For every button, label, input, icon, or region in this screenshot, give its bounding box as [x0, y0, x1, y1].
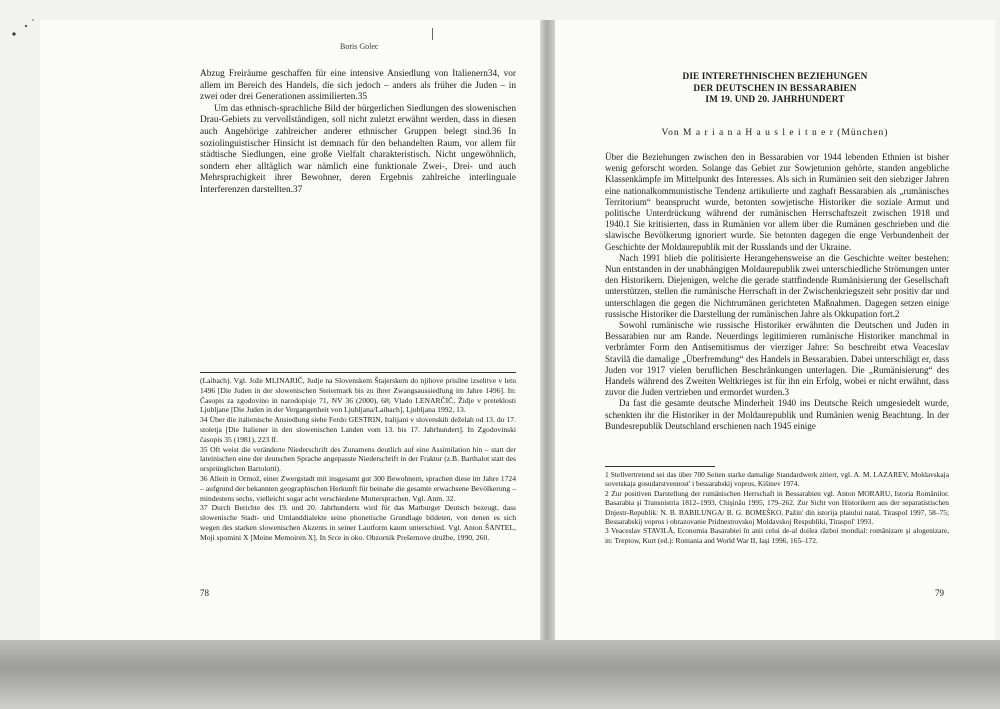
page-number: 79	[935, 588, 944, 598]
right-footnotes	[605, 470, 949, 545]
footnote-rule	[200, 372, 516, 373]
body-paragraph: Da fast die gesamte deutsche Minderheit 1940 ins Deutsche Reich umgesiedelt wurde, schenkten ihr die Historiker in der Moldaurepublik und Rumänien wenig Beachtung. In der Bundesrepublik Deutschland erschienen nach 1945 einige	[605, 398, 949, 431]
body-paragraph: Nach 1991 blieb die politisierte Herangehensweise an die Geschichte weiter bestehen: Nun entstanden in der unabhängigen Moldaurepublik zwei unterschiedliche Strömungen unter den Historikern. Diejenigen, welche die gerade stattfindende Rumänisierung der Gesellschaft unterstützen, stellen die rumänische Herrschaft in der Zwischenkriegszeit sehr positiv dar und unterschlagen die gegen die Nichtrumänen gerichteten Maßnahmen. Dagegen setzen einige russische Historiker die Darstellung der rumänischen Jahre als Okkupation fort.2	[605, 252, 949, 319]
body-paragraph: Sowohl rumänische wie russische Historiker erwähnten die Deutschen und Juden in Bessarabien nur am Rande. Neuerdings legitimieren rumänische Historiker manchmal in verbrämter Form den Antisemitismus der vierziger Jahre: So beschreibt etwa Veaceslav Stavilă die damalige „Überfremdung“ des Handels in Bessarabien. Dabei unterschlägt er, dass Juden vor 1917 vielen beruflichen Beschränkungen unterlagen. Die „Rumänisierung“ des Handels während des Zweiten Weltkrieges ist für ihn ein Erfolg, wobei er nicht erwähnt, dass zuvor die Juden vertrieben und ermordet wurden.3	[605, 320, 949, 398]
footnote: (Laibach). Vgl. Jože MLINARIČ, Judje na Slovenskem Štajerskem do njihove prisilne izselitve v letu 1496 [Die Juden in der slowenischen Steiermark bis zu ihrer Zwangsaussiedlung im Jahre 1496]. In: Časopis za zgodovino in narodopisje 71, NV 36 (2000), 68; Vlado LENARČIČ, Židje v preteklosti Ljubljane [Die Juden in der Vergangenheit von Ljubljana/Laibach], Ljubljana 1992, 13.	[200, 376, 516, 415]
footnote-rule	[605, 466, 715, 467]
title-line: DIE INTERETHNISCHEN BEZIEHUNGEN	[682, 72, 868, 82]
running-head: Boris Golec	[340, 42, 379, 51]
title-line: IM 19. UND 20. JAHRHUNDERT	[705, 95, 845, 105]
left-body	[200, 69, 516, 197]
footnote: 34 Über die italienische Ansiedlung siehe Ferdo GESTRIN, Italijani v slovenskih deželah od 13. do 17. stoletja [Die Italiener in den slowenischen Landen vom 13. bis 17. Jahrhundert]. In Zgodovinski časopis 35 (1981), 223 ff.	[200, 415, 516, 444]
footnote: 35 Oft weist die veränderte Niederschrift des Zunamens deutlich auf eine Assimilation hin – statt der lateinischen eine der deutschen Sprache angepasste Niederschrift in der Fraktur (z.B. Barthalot statt des ursprünglichen Bartolotti).	[200, 444, 516, 474]
body-paragraph: Abzug Freiräume geschaffen für eine intensive Ansiedlung von Italienern34, vor allem im Bereich des Handels, die sich jedoch – anders als früher die Juden – in zwei oder drei Generationen assimilierten.35	[200, 69, 516, 103]
title-line: DER DEUTSCHEN IN BESSARABIEN	[693, 83, 857, 94]
footnote: 36 Allein in Ormož, einer Zwergstadt mit insgesamt gut 300 Bewohnern, sprachen diese im Jahre 1724 – aufgrund der bekannten geographischen Herkunft für beinahe die gesamte erwachsene Bevölkerung – mindestens sechs, vielleicht sogar acht verschiedene Muttersprachen. Vgl. Anm. 32.	[200, 473, 516, 503]
page-number: 78	[200, 588, 209, 598]
footnote: 37 Durch Berichte des 19. und 20. Jahrhunderts wird für das Marburger Deutsch bezeugt, dass slowenische Stadt- und Umlanddialekte seine phonetische Grundlage bildeten, von denen es sich wegen des starken slowenischen Akzents in seiner Lautform kaum unterschied. Vgl. Anton ŠANTEL, Moji spomini X [Meine Memoiren X]. In Srce in oko. Obzornik Prešernove družbe, 1990, 260.	[200, 503, 516, 542]
footnote: 1 Stellvertretend sei das über 700 Seiten starke damalige Standardwerk zitiert, vgl. A. M. LAZAREV, Moldavskaja sovetskaja gosudarstvennost' i bessarabskij vopros, Kišinev 1974.	[605, 470, 949, 489]
margin-mark	[432, 28, 433, 40]
footnote: 3 Veaceslav STAVILĂ, Economia Basarabiei în anii celui de-al doilea război mondial: românizare şi alogenizare, in: Treptow, Kurt (ed.): Romania and World War II, Iaşi 1996, 165–172.	[605, 526, 949, 545]
right-page	[555, 20, 995, 640]
left-footnotes	[200, 376, 516, 543]
article-author: Von M a r i a n a H a u s l e i t n e r (München)	[661, 128, 889, 138]
article-title	[665, 72, 885, 107]
footnote: 2 Zur positiven Darstellung der rumänischen Herrschaft in Bessarabien vgl. Anton MORARU, Istoria Românilor. Basarabia şi Transnistria 1812–1993, Chişinău 1995, 179–262. Zur Sicht von Historikern aus der separatistischen Dnjestr-Republik: N. B. BABILUNGA/ B. G. BOMEŠKO, Pažin' din istorija plaiului natal, Tiraspol 1997, 58–75; Bessarabskij vopros i obrazovanie Pridnestrovskoj Moldavskoj Respubliki, Tiraspol' 1993.	[605, 488, 949, 527]
right-body	[605, 152, 949, 432]
scan-bottom-shadow	[0, 640, 1000, 709]
body-paragraph: Über die Beziehungen zwischen den in Bessarabien vor 1944 lebenden Ethnien ist bisher wenig geforscht worden. Solange das Gebiet zur Sowjetunion gehörte, standen angebliche Klassenkämpfe im Mittelpunkt des Interesses. Als sich in Rumänien seit den siebziger Jahren eine nationalkommunistische Tendenz artikulierte und zaghaft Bessarabien als „rumänisches Territorium“ beansprucht wurde, betonten sowjetische Historiker die soziale Armut und politische Unterdrückung während der rumänischen Herrschaftszeit zwischen 1918 und 1940.1 Sie kritisierten, dass in Rumänien vor allem über die Rumänen geschrieben und die slawische Bevölkerung ignoriert wurde. Sie betonten dagegen die enge Verbundenheit der Geschichte der Moldaurepublik mit der Russlands und der Ukraine.	[605, 152, 949, 252]
left-page	[40, 20, 540, 640]
body-paragraph: Um das ethnisch-sprachliche Bild der bürgerlichen Siedlungen des slowenischen Drau-Gebiets zu vervollständigen, soll nicht zuletzt erwähnt werden, dass in diesen auch Angehörige zahlreicher anderer ethnischer Gruppen belegt sind.36 In soziolinguistischer Hinsicht ist demnach für den behandelten Raum, vor allem für städtische Siedlungen, eine große Vielfalt charakteristisch. Nicht ungewöhnlich, sondern eher alltäglich war nämlich eine funktionale Zwei-, Drei- und auch Mehrsprachigkeit ihrer Bewohner, deren Ergebnis zahlreiche interlinguale Interferenzen darstellten.37	[200, 103, 516, 195]
book-gutter	[540, 20, 555, 640]
